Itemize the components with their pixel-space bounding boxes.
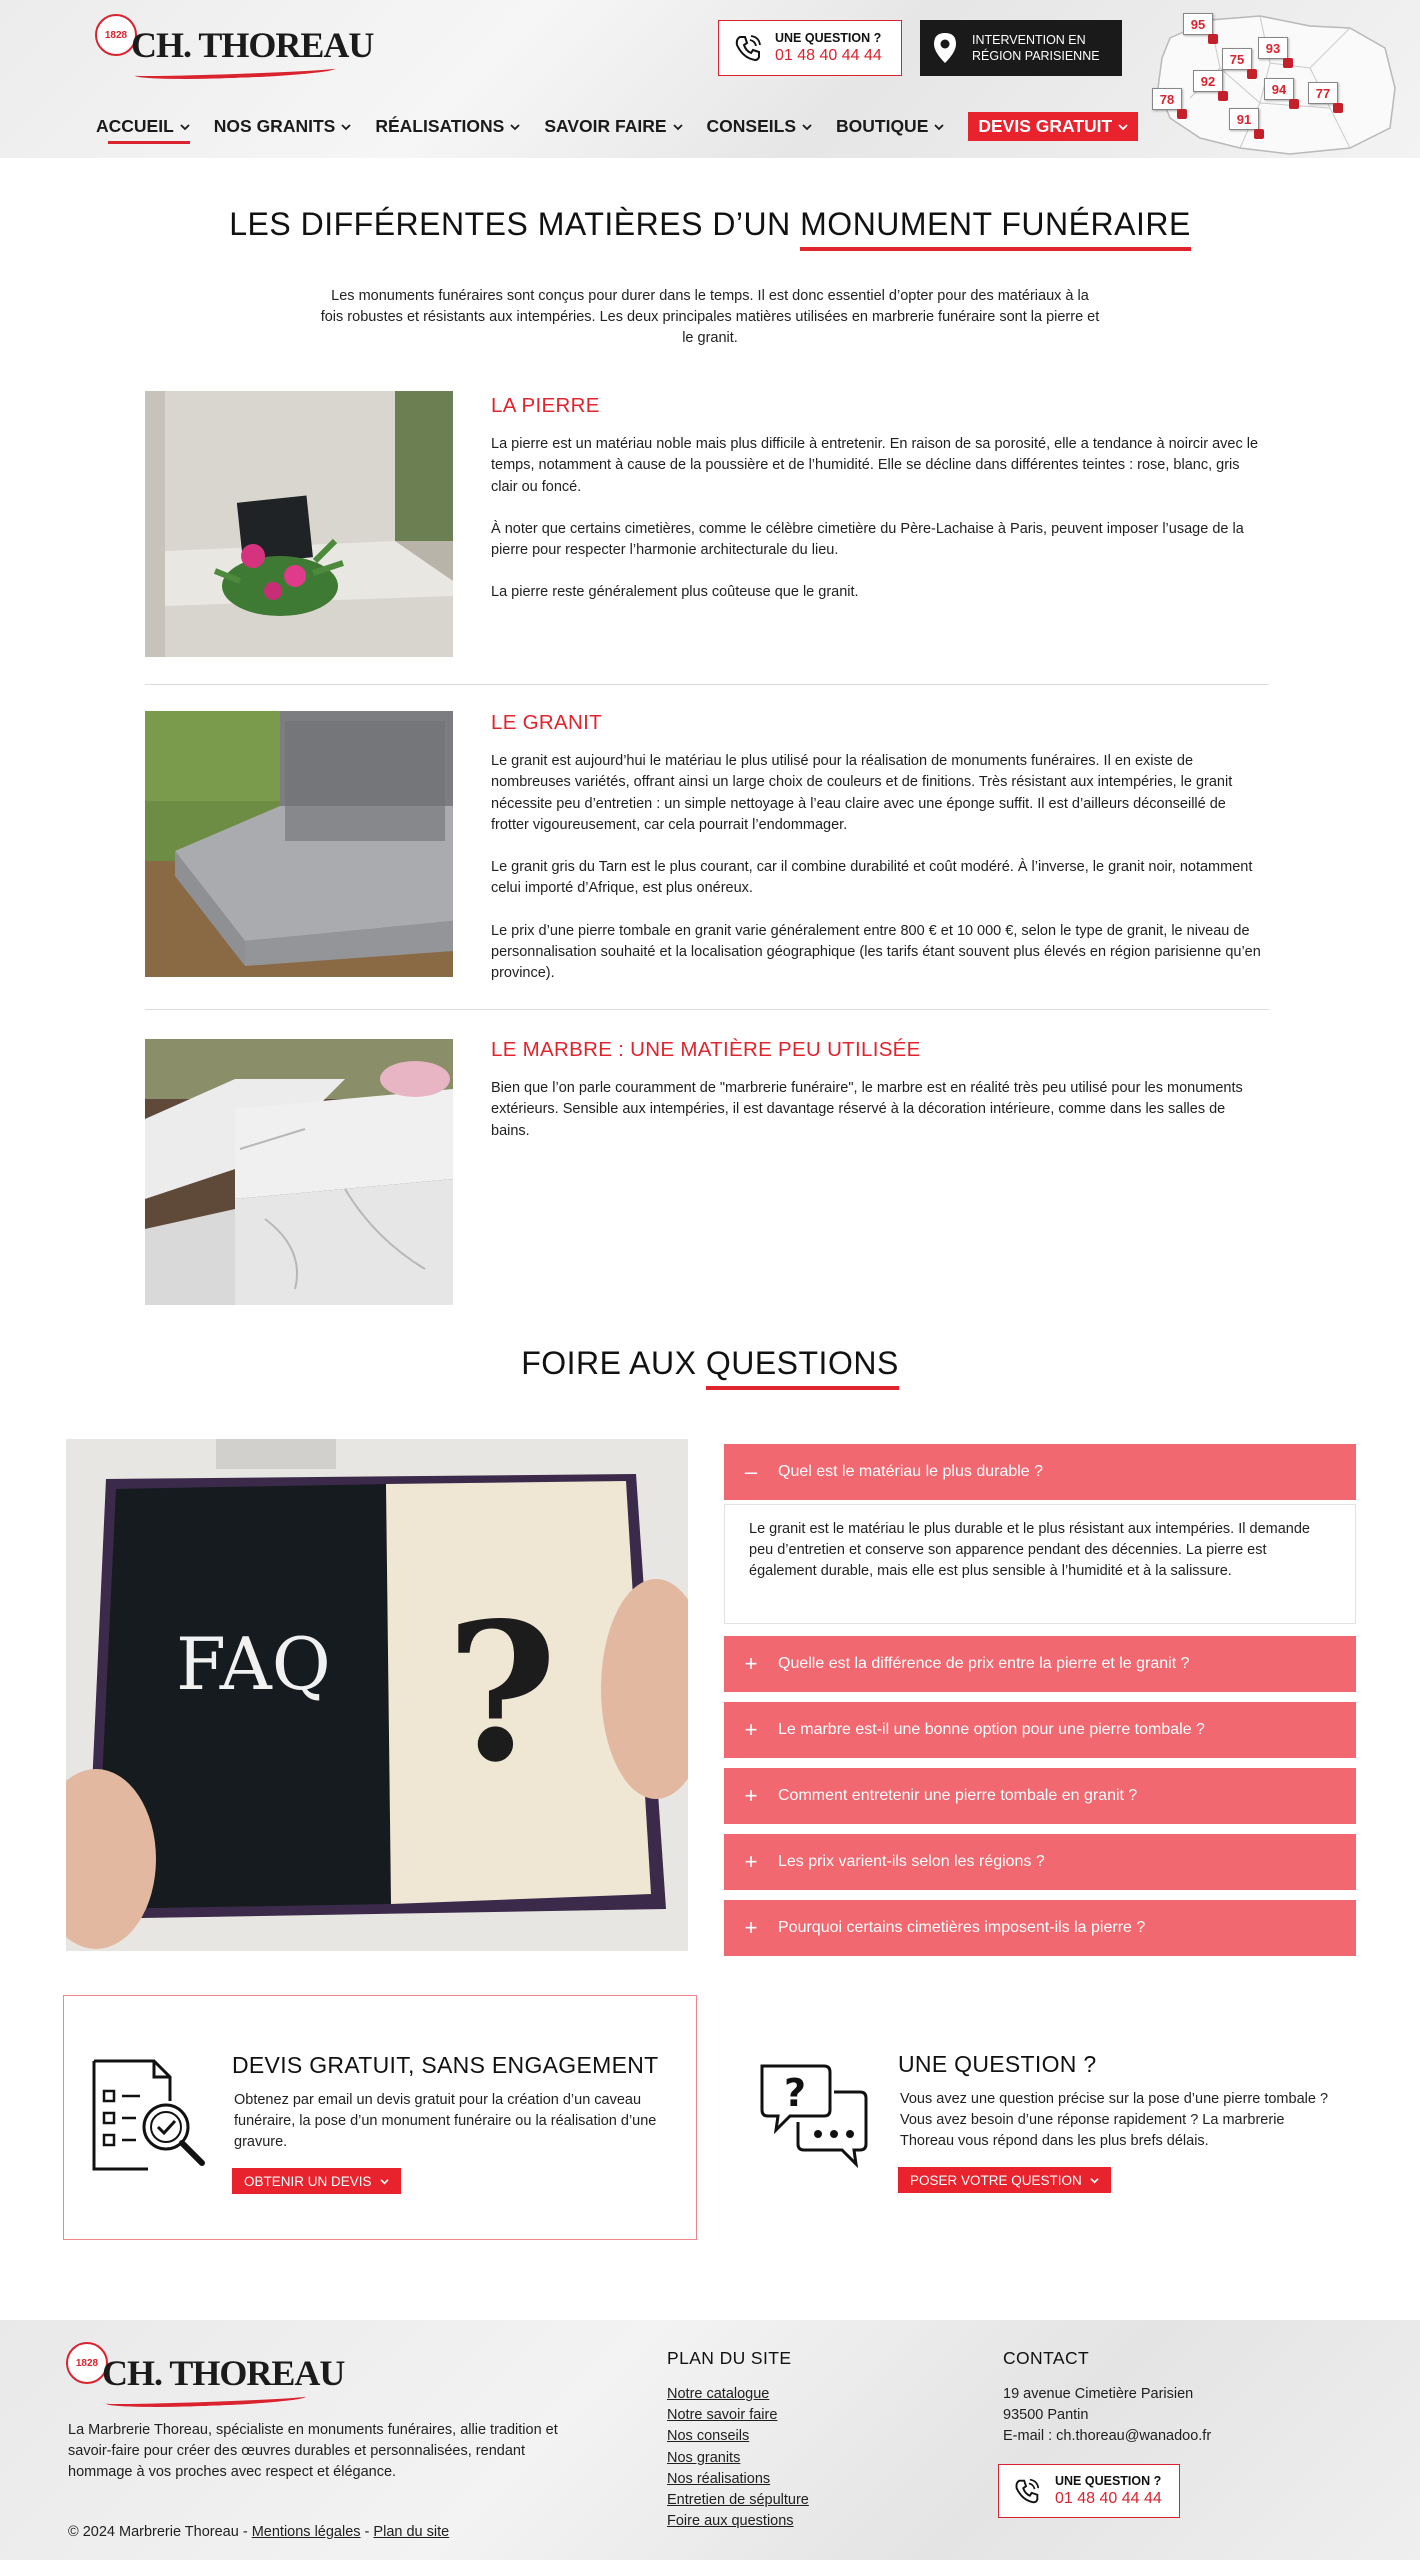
- paragraph: Le granit gris du Tarn est le plus courant, car il combine durabilité et coût modéré. À l’inverse, le granit noir, notamment celui importé d’Afrique, est plus onéreux.: [491, 859, 1253, 897]
- site-footer: [0, 2320, 1420, 2560]
- site-logo[interactable]: [95, 14, 374, 84]
- paragraph: Le prix d’une pierre tombale en granit varie généralement entre 800 € et 10 000 €, selon le type de granit, le niveau de personnalisation souhaité et la localisation géographique (les tarifs étant souvent plus élevés en région parisienne qu’en province).: [491, 922, 1261, 982]
- paragraph: Bien que l’on parle couramment de "marbrerie funéraire", le marbre est en réalité très peu utilisé pour les monuments extérieurs. Sensible aux intempéries, il est davantage réservé à la décoration intérieure, comme dans les salles de bains.: [491, 1080, 1243, 1139]
- page-title-underlined: MONUMENT FUNÉRAIRE: [800, 206, 1191, 242]
- faq-question-text: Pourquoi certains cimetières imposent-ils la pierre ?: [778, 1919, 1146, 1936]
- sitemap-link-faq[interactable]: Foire aux questions: [667, 2513, 794, 2530]
- chevron-down-icon: [510, 122, 520, 132]
- header-phone-box[interactable]: [718, 20, 902, 76]
- dept-94[interactable]: 94: [1264, 78, 1294, 100]
- plus-icon: +: [744, 1717, 758, 1742]
- faq-answer-1: Le granit est le matériau le plus durable et le plus résistant aux intempéries. Il demande peu d’entretien et conserve son apparence pendant des décennies. La pierre est également durable, mais elle est plus sensible à l’humidité et à la salissure.: [724, 1504, 1356, 1624]
- question-box: [730, 1995, 1364, 2240]
- page-title: [0, 206, 1420, 243]
- main-nav: [96, 112, 1138, 141]
- chevron-down-icon: [1118, 122, 1128, 132]
- site-header: [0, 0, 1420, 158]
- nav-label: SAVOIR FAIRE: [544, 116, 667, 136]
- section-divider: [145, 684, 1269, 685]
- faq-question-text: Quelle est la différence de prix entre la pierre et le granit ?: [778, 1655, 1190, 1672]
- dept-95[interactable]: 95: [1183, 13, 1213, 35]
- phone-label: UNE QUESTION ?: [1055, 2474, 1162, 2488]
- map-pin-icon: [930, 31, 960, 65]
- logo-name: CH. THOREAU: [131, 25, 374, 65]
- phone-icon: [731, 31, 765, 65]
- question-text: Vous avez une question précise sur la pose d’une pierre tombale ? Vous avez besoin d’une réponse rapidement ? La marbrerie Thoreau vous répond dans les plus brefs délais.: [900, 2091, 1329, 2149]
- material-text-pierre: [491, 434, 1261, 625]
- nav-realisations[interactable]: [375, 112, 520, 141]
- plus-icon: +: [744, 1783, 758, 1808]
- paragraph: Le granit est aujourd’hui le matériau le plus utilisé pour la réalisation de monuments funéraires. Il en existe de nombreuses variétés, offrant ainsi un large choix de couleurs et de finitions. Très résistant aux intempéries, le granit nécessite peu d’entretien : un simple nettoyage à l’eau claire avec une éponge suffit. Il est d’ailleurs déconseillé de frotter vigoureusement, car cela pourrait l’endommager.: [491, 753, 1233, 833]
- phone-icon: [1011, 2475, 1043, 2507]
- ask-question-button[interactable]: [898, 2167, 1111, 2193]
- paragraph: À noter que certains cimetières, comme le célèbre cimetière du Père-Lachaise à Paris, peuvent imposer l’usage de la pierre pour respecter l’harmonie architecturale du lieu.: [491, 520, 1244, 559]
- faq-question-6[interactable]: [724, 1900, 1356, 1956]
- faq-book-image: [66, 1439, 688, 1951]
- nav-label: RÉALISATIONS: [375, 116, 505, 136]
- stone-monument-image: [145, 391, 453, 657]
- material-title-pierre: LA PIERRE: [491, 394, 600, 417]
- chevron-down-icon: [380, 2177, 389, 2186]
- contact-email[interactable]: E-mail : ch.thoreau@wanadoo.fr: [1003, 2428, 1212, 2445]
- faq-question-text: Le marbre est-il une bonne option pour une pierre tombale ?: [778, 1721, 1205, 1738]
- paragraph: La pierre reste généralement plus coûteuse que le granit.: [491, 584, 859, 601]
- section-divider: [145, 1009, 1269, 1010]
- sitemap-link-savoir-faire[interactable]: Notre savoir faire: [667, 2407, 778, 2424]
- logo-seal: 1828: [95, 14, 137, 56]
- granite-monument-image: [145, 711, 453, 977]
- chevron-down-icon: [180, 122, 190, 132]
- minus-icon: –: [744, 1459, 758, 1484]
- free-quote-box: [63, 1995, 697, 2240]
- sitemap-link-granits[interactable]: Nos granits: [667, 2449, 741, 2466]
- header-region-box: [920, 20, 1122, 76]
- faq-title-plain: FOIRE AUX: [521, 1345, 706, 1381]
- contact-info: [1003, 2384, 1211, 2448]
- sitemap-link-entretien[interactable]: Entretien de sépulture: [667, 2492, 809, 2509]
- sitemap-link-catalogue[interactable]: Notre catalogue: [667, 2386, 770, 2402]
- dept-78[interactable]: 78: [1152, 88, 1182, 110]
- ile-de-france-map: [1150, 8, 1400, 156]
- faq-image-text: FAQ: [176, 1622, 331, 1706]
- dept-93[interactable]: 93: [1258, 37, 1288, 59]
- material-title-granit: LE GRANIT: [491, 711, 602, 734]
- footer-copyright: [68, 2524, 449, 2540]
- quote-document-icon: [84, 2051, 212, 2179]
- copyright-text: © 2024 Marbrerie Thoreau -: [68, 2524, 252, 2540]
- marble-monument-image: [145, 1039, 453, 1305]
- free-quote-text: Obtenez par email un devis gratuit pour la création d’un caveau funéraire, la pose d’un monument funéraire ou la réalisation d’une gravure.: [234, 2092, 657, 2150]
- nav-boutique[interactable]: [836, 112, 944, 141]
- faq-question-1[interactable]: [724, 1444, 1356, 1500]
- faq-question-3[interactable]: [724, 1702, 1356, 1758]
- get-quote-button[interactable]: [232, 2168, 401, 2194]
- nav-label: ACCUEIL: [96, 116, 174, 136]
- sitemap-links: [667, 2384, 809, 2532]
- nav-label: BOUTIQUE: [836, 116, 929, 136]
- plus-icon: +: [744, 1915, 758, 1940]
- sitemap-link-conseils[interactable]: Nos conseils: [667, 2428, 750, 2445]
- faq-question-5[interactable]: [724, 1834, 1356, 1890]
- faq-question-text: Les prix varient-ils selon les régions ?: [778, 1853, 1045, 1870]
- logo-seal: 1828: [66, 2342, 108, 2384]
- sitemap-link[interactable]: Plan du site: [373, 2524, 450, 2540]
- faq-title: [0, 1345, 1420, 1382]
- footer-description: La Marbrerie Thoreau, spécialiste en monuments funéraires, allie tradition et savoir-faire pour créer des œuvres durables et personnalisées, rendant hommage à vos proches avec respect et élégance.: [68, 2422, 558, 2480]
- dept-75[interactable]: 75: [1222, 48, 1252, 70]
- copyright-separator: -: [360, 2524, 374, 2540]
- intro-text: Les monuments funéraires sont conçus pour durer dans le temps. Il est donc essentiel d’opter pour des matériaux à la fois robustes et résistants aux intempéries. Les deux principales matières utilisées en marbrerie funéraire sont la pierre et le granit.: [320, 288, 1100, 346]
- dept-77[interactable]: 77: [1308, 82, 1338, 104]
- faq-title-underlined: QUESTIONS: [705, 1345, 899, 1381]
- nav-devis-gratuit-button[interactable]: [968, 112, 1138, 141]
- material-title-marbre: LE MARBRE : UNE MATIÈRE PEU UTILISÉE: [491, 1038, 921, 1061]
- nav-savoir-faire[interactable]: [544, 112, 682, 141]
- contact-title: CONTACT: [1003, 2348, 1090, 2368]
- paragraph: La pierre est un matériau noble mais plus difficile à entretenir. En raison de sa porosité, elle a tendance à noircir avec le temps, notamment à cause de la poussière et de l’humidité. Elle se décline dans différentes teintes : rose, blanc, gris clair ou foncé.: [491, 436, 1259, 495]
- faq-accordion: [724, 1444, 1356, 1966]
- sitemap-title: PLAN DU SITE: [667, 2348, 792, 2368]
- chevron-down-icon: [934, 122, 944, 132]
- nav-label: CONSEILS: [706, 116, 796, 136]
- svg-text:?: ?: [784, 2071, 807, 2115]
- svg-text:?: ?: [446, 1581, 558, 1804]
- phone-number[interactable]: 01 48 40 44 44: [775, 47, 882, 64]
- footer-logo[interactable]: [66, 2342, 345, 2412]
- faq-question-2[interactable]: [724, 1636, 1356, 1692]
- phone-label: UNE QUESTION ?: [775, 31, 882, 45]
- faq-question-text: Comment entretenir une pierre tombale en granit ?: [778, 1787, 1138, 1804]
- dept-91[interactable]: 91: [1229, 108, 1259, 130]
- phone-number[interactable]: 01 48 40 44 44: [1055, 2490, 1162, 2507]
- faq-question-4[interactable]: [724, 1768, 1356, 1824]
- dept-92[interactable]: 92: [1193, 70, 1223, 92]
- faq-question-text: Quel est le matériau le plus durable ?: [778, 1463, 1044, 1480]
- sitemap-link-realisations[interactable]: Nos réalisations: [667, 2470, 771, 2487]
- button-label: POSER VOTRE QUESTION: [910, 2172, 1082, 2188]
- plus-icon: +: [744, 1849, 758, 1874]
- nav-accueil[interactable]: [96, 112, 190, 141]
- free-quote-title: DEVIS GRATUIT, SANS ENGAGEMENT: [232, 2052, 659, 2078]
- nav-label: NOS GRANITS: [213, 116, 336, 136]
- plus-icon: +: [744, 1651, 758, 1676]
- footer-phone-box[interactable]: [998, 2464, 1180, 2518]
- material-text-granit: [491, 751, 1261, 1006]
- chevron-down-icon: [341, 122, 351, 132]
- address-line1: 19 avenue Cimetière Parisien: [1003, 2386, 1194, 2402]
- region-line2: RÉGION PARISIENNE: [972, 49, 1100, 63]
- nav-nos-granits[interactable]: [214, 112, 352, 141]
- button-label: OBTENIR UN DEVIS: [244, 2173, 372, 2189]
- page-title-plain: LES DIFFÉRENTES MATIÈRES D’UN: [229, 206, 801, 242]
- legal-notice-link[interactable]: Mentions légales: [251, 2524, 361, 2540]
- chevron-down-icon: [802, 122, 812, 132]
- region-line1: INTERVENTION EN: [972, 33, 1086, 47]
- material-text-marbre: [491, 1078, 1261, 1163]
- chat-bubbles-icon: [750, 2050, 878, 2178]
- address-line2: 93500 Pantin: [1003, 2407, 1089, 2424]
- question-title: UNE QUESTION ?: [898, 2051, 1097, 2077]
- nav-conseils[interactable]: [707, 112, 812, 141]
- chevron-down-icon: [673, 122, 683, 132]
- nav-label: DEVIS GRATUIT: [978, 116, 1113, 136]
- logo-name: CH. THOREAU: [102, 2353, 345, 2393]
- chevron-down-icon: [1090, 2176, 1099, 2185]
